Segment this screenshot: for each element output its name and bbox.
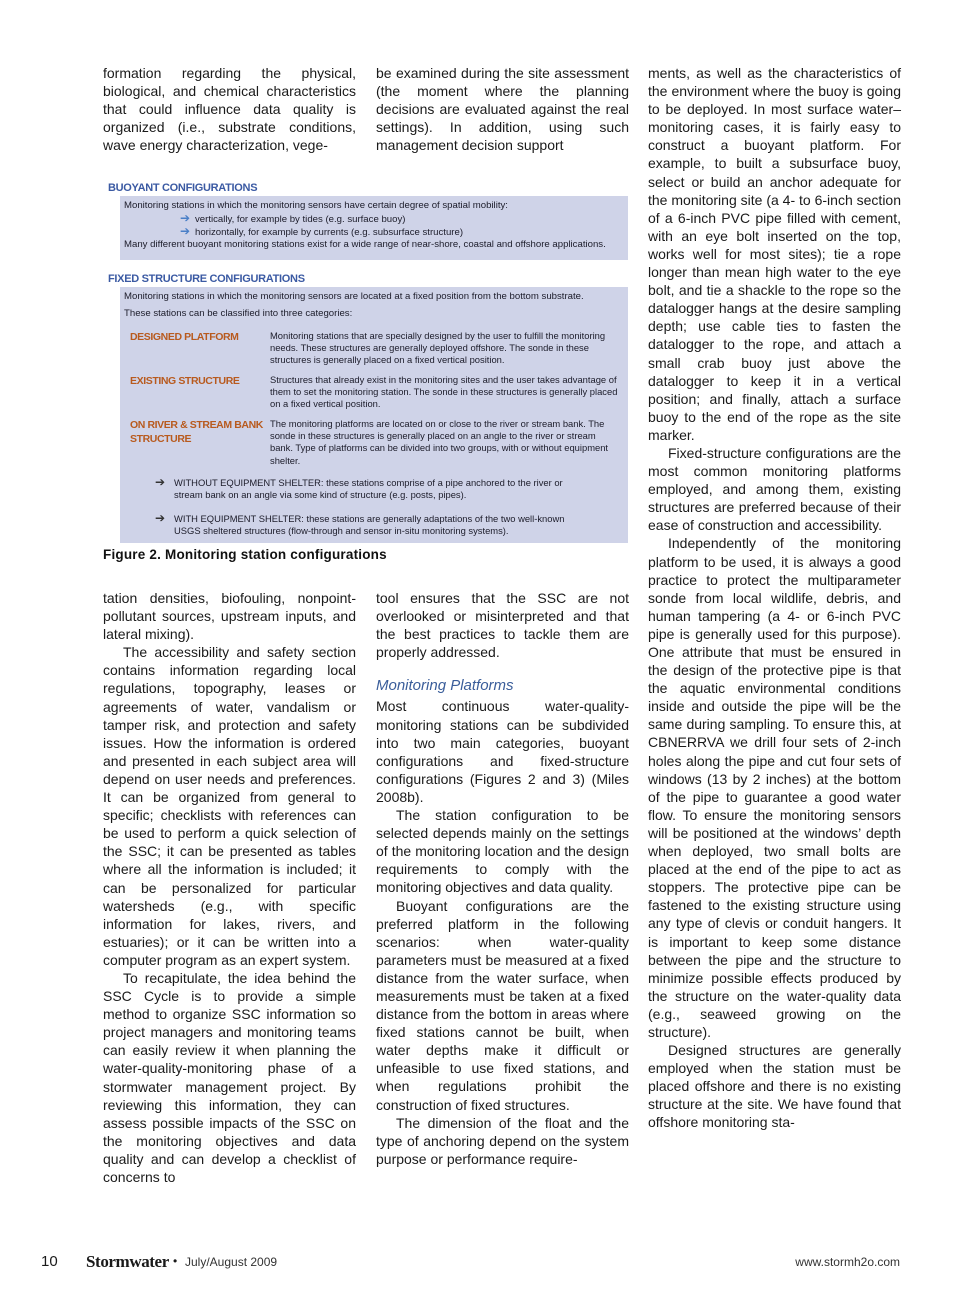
arrow-right-icon: ➔ [154,475,166,489]
fixed-heading: FIXED STRUCTURE CONFIGURATIONS [108,273,305,285]
paragraph: The station configuration to be selected depends mainly on the settings of the monitoring location and the design requirements to comply with the monitoring objectives and data quality. [376,807,629,896]
figure-caption: Figure 2. Monitoring station configurations [103,547,387,562]
paragraph: tation densities, biofouling, nonpoint-pollutant sources, upstream inputs, and lateral mixing). [103,590,356,643]
fixed-intro-1: Monitoring stations in which the monitoring sensors are located at a fixed position from the bottom substrate. [124,291,584,302]
arrow-right-icon: ➔ [179,211,191,225]
buoyant-heading: BUOYANT CONFIGURATIONS [108,182,258,194]
paragraph: The dimension of the float and the type of anchoring depend on the system purpose or performance require- [376,1114,629,1167]
footer-bullet: • [173,1254,178,1268]
column2-bottom [376,589,629,1168]
shelter-without: ➔ WITHOUT EQUIPMENT SHELTER: these stations comprise of a pipe anchored to the river or stream bank on an angle via some kind of structure (e.g. posts, pipes). [152,477,592,501]
section-heading: Monitoring Platforms [376,677,514,695]
paragraph: Buoyant configurations are the preferred platform in the following scenarios: when water-quality parameters must be measured at a fixed distance from the water surface, when measurements must be taken at a fixed distance from the bottom in areas where fixed stations cannot be built, when water depths make it difficult or unfeasible to use fixed stations, and when regulations prohibit the construction of fixed structures. [376,897,629,1113]
issue-date: July/August 2009 [185,1255,278,1269]
paragraph: Most continuous water-quality-monitoring stations can be subdivided into two main categories, buoyant configurations and fixed-structure configurations (Figures 2 and 3) (Miles 2008b). [376,698,629,805]
category-designed-platform: DESIGNED PLATFORM [130,331,239,343]
column1-top-text: formation regarding the physical, biological, and chemical characteristics that could influence data quality is organized (i.e., substrate conditions, wave energy characterization, vege- [103,65,356,154]
column2-top-text: be examined during the site assessment (the moment where the planning decisions are evaluated against the real settings). In addition, using such management decision support [376,65,629,154]
buoyant-line-4: Many different buoyant monitoring stations exist for a wide range of near-shore, coastal and offshore applications. [124,239,606,250]
category-designed-platform-desc: Monitoring stations that are specially designed by the user to fulfill the monitoring needs. These structures are generally deployed offshore. The sonde in these structures is generally placed on a fixed vertical position. [270,330,606,366]
page-number: 10 [41,1253,58,1270]
column1-top [103,64,356,154]
column1-bottom [103,589,356,1186]
fixed-intro-2: These stations can be classified into three categories: [124,308,353,319]
category-existing-structure: EXISTING STRUCTURE [130,375,240,387]
paragraph: The accessibility and safety section contains information regarding local regulations, topography, leases or agreements of water, vandalism or tamper risk, and protection and safety issues. How the information is ordered and presented in each subject area will depend on user needs and preferences. It can be organized from general to specific; checklists with references can be used to perform a quick selection of the SSC; it can be presented as tables where all the information is included; it can be personalized for particular watersheds (e.g., with specific information for lakes, rivers, and estuaries); or it can be written into a computer program as an expert system. [103,644,356,968]
figure-2 [103,176,628,543]
column2-top [376,64,629,154]
shelter-with: ➔ WITH EQUIPMENT SHELTER: these stations are generally adaptations of the two well-known USGS sheltered structures (flow-through and sensor in-situ monitoring systems). [152,513,592,537]
buoyant-line-3: ➔ horizontally, for example by currents (e.g. subsurface structure) [175,225,463,239]
category-river-bank-desc: The monitoring platforms are located on or close to the river or stream bank. The sonde in these structures is generally placed on an angle to the river or stream bank. Type of platforms can be divided into two groups, with or without equipment shelter. [270,418,609,466]
paragraph: Independently of the monitoring platform to be used, it is always a good practice to protect the multiparameter sonde from local wildlife, debris, and human tampering (a 4- or 6-inch PVC pipe is generally used for this purpose). One attribute that must be ensured in the design of the protective pipe is that the aquatic environmental conditions inside and outside the pipe will be the same during sampling. To ensure this, at CBNERRVA we drill four sets of 2-inch holes along the pipe and cut four sets of windows (13 by 2 inches) at the bottom of the pipe to guarantee a good water flow. To ensure the monitoring sensors will be positioned at the windows’ depth when deployed, two small bolts are placed at the end of the pipe to act as stoppers. The protective pipe can be fastened to the existing structure using any type of clevis or conduit hangers. It is important to keep some distance between the pipe and the structure to minimize possible effects produced by the structure on the water-quality data (e.g., seaweed growing on the structure). [648,535,901,1040]
paragraph: tool ensures that the SSC are not overlooked or misinterpreted and that the best practices to tackle them are properly addressed. [376,590,629,661]
buoyant-line-1: Monitoring stations in which the monitoring sensors have certain degree of spatial mobility: [124,200,508,211]
paragraph: Designed structures are generally employed when the station must be placed offshore and there is no existing structure at the site. We have found that offshore monitoring sta- [648,1042,901,1131]
category-river-bank: ON RIVER & STREAM BANK STRUCTURE [130,419,263,445]
paragraph: Fixed-structure configurations are the most common monitoring platforms employed, and among them, existing structures are preferred because of their ease of construction and accessibility. [648,444,901,534]
arrow-right-icon: ➔ [179,224,191,238]
magazine-brand: Stormwater [86,1252,169,1271]
arrow-right-icon: ➔ [154,511,166,525]
category-existing-structure-desc: Structures that already exist in the monitoring sites and the user takes advantage of them to set the monitoring station. The sonde in these structures is generally placed on a fixed vertical position. [270,374,618,410]
page-footer [0,1253,960,1273]
buoyant-box [120,196,628,260]
paragraph: ments, as well as the characteristics of the environment where the buoy is going to be deployed. In most surface water–monitoring cases, it is fairly easy to construct a buoyant platform. For example, to built a subsurface buoy, select or build an anchor adequate for the monitoring site (a 4- to 6-inch section of a 6-inch PVC pipe filled with cement, with an eye bolt inserted on the top, works well for most sites); tie a rope longer than mean high water to the eye bolt, and tie a shackle to the rope so the datalogger hangs at the desire sampling depth; use cable ties to fasten the datalogger to the rope, and attach a small crab buoy just above the datalogger to keep it in a vertical position; and finally, attach a surface buoy to the end of the rope as the site marker. [648,65,901,443]
column3 [648,64,901,1132]
buoyant-line-2: ➔ vertically, for example by tides (e.g. surface buoy) [175,212,405,226]
fixed-box [120,287,628,543]
website-url: www.stormh2o.com [795,1255,900,1269]
paragraph: To recapitulate, the idea behind the SSC Cycle is to provide a simple method to organize SSC information so project managers and monitoring teams can easily review it when planning the water-quality-monitoring phase of a stormwater management project. By reviewing this information, they can assess possible impacts of the SSC on the monitoring objectives and data quality and can develop a checklist of concerns to [103,969,356,1185]
